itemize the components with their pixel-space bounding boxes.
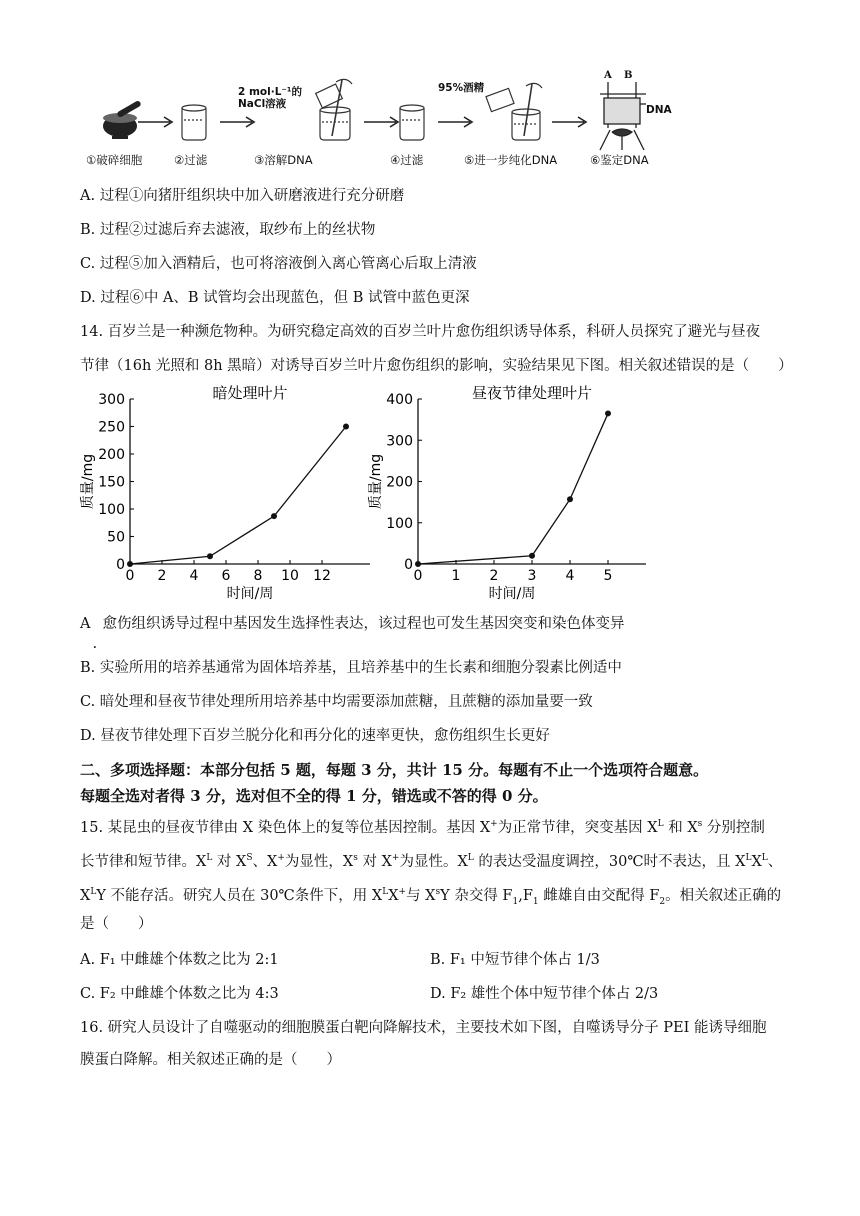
series-line <box>130 427 346 565</box>
data-point <box>343 424 349 430</box>
data-point <box>271 513 277 519</box>
x-axis-label: 时间/周 <box>226 586 274 602</box>
x-tick-label: 4 <box>565 568 575 584</box>
chart-title: 昼夜节律处理叶片 <box>471 384 593 402</box>
x-tick-label: 8 <box>253 568 263 584</box>
chart-photoperiod-treatment <box>364 378 654 604</box>
y-tick-label: 300 <box>98 392 125 408</box>
x-tick-label: 5 <box>603 568 613 584</box>
q13-option-a: A. 过程①向猪肝组织块中加入研磨液进行充分研磨 <box>80 188 405 204</box>
data-point <box>207 553 213 559</box>
step-label: ①破碎细胞 <box>86 153 143 167</box>
y-tick-label: 0 <box>116 557 125 573</box>
mortar-icon <box>103 100 142 139</box>
y-tick-label: 100 <box>386 515 413 532</box>
arrow-icon <box>552 117 586 127</box>
x-tick-label: 0 <box>125 568 135 584</box>
q16-stem-line2: 膜蛋白降解。相关叙述正确的是（ ） <box>80 1052 341 1068</box>
beaker-icon <box>182 105 206 140</box>
chart-dark-treatment <box>78 378 378 604</box>
x-tick-label: 10 <box>281 568 299 584</box>
q15-stem-line1: 15. 某昆虫的昼夜节律由 X 染色体上的复等位基因控制。基因 X+为正常节律，突变基因 $X^L$ 和 $X^s$ 分别控制 <box>80 819 765 836</box>
data-point <box>605 410 611 416</box>
arrow-icon <box>138 117 172 127</box>
q16-stem-line1: 16. 研究人员设计了自噬驱动的细胞膜蛋白靶向降解技术，主要技术如下图，自噬诱导分子 PEI 能诱导细胞 <box>80 1020 767 1036</box>
step-label: ③溶解DNA <box>254 153 313 167</box>
x-tick-label: 12 <box>313 568 331 584</box>
water-bath-icon <box>600 82 646 150</box>
q14-option-a-text: 愈伤组织诱导过程中基因发生选择性表达，该过程也可发生基因突变和染色体变异 <box>102 616 625 632</box>
q15-stem-line2: 长节律和短节律。$X^L$ 对 $X^S$、X+为显性，$X^s$ 对 X+为显性。$X^L$ 的表达受温度调控，30℃时不表达，且 $X^LX^L$、 <box>80 853 783 870</box>
data-point <box>415 561 421 567</box>
q14-stem-line1: 14. 百岁兰是一种濒危物种。为研究稳定高效的百岁兰叶片愈伤组织诱导体系，科研人员探究了避光与昼夜 <box>80 324 761 340</box>
step-label: ④过滤 <box>390 153 424 167</box>
q15-stem-line4: 是（ ） <box>80 916 153 932</box>
section2-heading-line2: 每题全选对者得 3 分，选对但不全的得 1 分，错选或不答的得 0 分。 <box>80 787 548 805</box>
nacl-label-2: NaCl溶液 <box>238 98 287 110</box>
q14-option-a: A . 愈伤组织诱导过程中基因发生选择性表达，该过程也可发生基因突变和染色体变异 <box>80 616 625 652</box>
x-tick-label: 2 <box>157 568 167 584</box>
procedure-figure <box>80 68 720 172</box>
x-tick-label: 1 <box>451 568 461 584</box>
arrow-icon <box>220 117 254 127</box>
series-line <box>418 413 608 564</box>
tube-a-label: A <box>604 70 612 81</box>
y-tick-label: 200 <box>386 474 413 491</box>
arrow-icon <box>364 117 398 127</box>
step-label: ②过滤 <box>174 153 208 167</box>
q15-stem-line3: $X^LY$ 不能存活。研究人员在 30℃条件下，用 $X^LX^+$与 $X^sY$ 杂交得 $F_1,F_1$ 雌雄自由交配得 $F_2$。相关叙述正确的 <box>80 887 782 907</box>
y-tick-label: 200 <box>98 447 125 463</box>
y-tick-label: 100 <box>98 502 125 518</box>
x-axis-label: 时间/周 <box>488 586 536 602</box>
q15-option-a: A. F₁ 中雌雄个体数之比为 2:1 <box>80 952 279 968</box>
x-tick-label: 0 <box>413 568 423 584</box>
q14-option-b: B. 实验所用的培养基通常为固体培养基，且培养基中的生长素和细胞分裂素比例适中 <box>80 660 622 676</box>
beaker-icon <box>400 105 424 140</box>
y-tick-label: 0 <box>404 557 413 573</box>
q14-option-d: D. 昼夜节律处理下百岁兰脱分化和再分化的速率更快，愈伤组织生长更好 <box>80 728 550 744</box>
tube-b-label: B <box>624 70 633 81</box>
step-label: ⑤进一步纯化DNA <box>464 153 558 167</box>
x-tick-label: 4 <box>189 568 199 584</box>
y-tick-label: 400 <box>386 392 413 408</box>
x-tick-label: 3 <box>527 568 537 584</box>
data-point <box>127 561 133 567</box>
y-axis-label: 质量/mg <box>368 453 384 510</box>
dna-label: DNA <box>646 104 672 116</box>
beaker-with-alcohol-icon <box>486 83 542 140</box>
q15-option-d: D. F₂ 雄性个体中短节律个体占 2/3 <box>430 986 659 1002</box>
y-tick-label: 250 <box>98 419 125 436</box>
data-point <box>529 553 535 559</box>
q13-option-c: C. 过程⑤加入酒精后，也可将溶液倒入离心管离心后取上清液 <box>80 256 477 272</box>
q14-option-a-letter: A <box>80 616 91 632</box>
nacl-label: 2 mol·L⁻¹的 <box>238 86 303 98</box>
y-tick-label: 50 <box>107 529 125 546</box>
x-tick-label: 6 <box>221 568 231 584</box>
q15-option-b: B. F₁ 中短节律个体占 1/3 <box>430 952 600 968</box>
q14-stem-line2: 节律（16h 光照和 8h 黑暗）对诱导百岁兰叶片愈伤组织的影响，实验结果见下图。相关叙述错误的是（ ） <box>80 358 793 374</box>
data-point <box>567 496 573 502</box>
beaker-with-reagent-icon <box>316 79 352 140</box>
q15-option-c: C. F₂ 中雌雄个体数之比为 4:3 <box>80 986 279 1002</box>
alcohol-label: 95%酒精 <box>438 82 485 94</box>
y-tick-label: 150 <box>98 474 125 491</box>
y-axis-label: 质量/mg <box>80 453 96 510</box>
q13-option-b: B. 过程②过滤后弃去滤液，取纱布上的丝状物 <box>80 222 376 238</box>
section2-heading-line1: 二、多项选择题：本部分包括 5 题，每题 3 分，共计 15 分。每题有不止一个选项符合题意。 <box>80 761 709 779</box>
q14-option-c: C. 暗处理和昼夜节律处理所用培养基中均需要添加蔗糖，且蔗糖的添加量要一致 <box>80 694 593 710</box>
x-tick-label: 2 <box>489 568 499 584</box>
q13-option-d: D. 过程⑥中 A、B 试管均会出现蓝色，但 B 试管中蓝色更深 <box>80 290 470 306</box>
y-tick-label: 300 <box>386 433 413 450</box>
step-label: ⑥鉴定DNA <box>590 153 649 167</box>
chart-title: 暗处理叶片 <box>212 384 288 402</box>
arrow-icon <box>438 117 472 127</box>
